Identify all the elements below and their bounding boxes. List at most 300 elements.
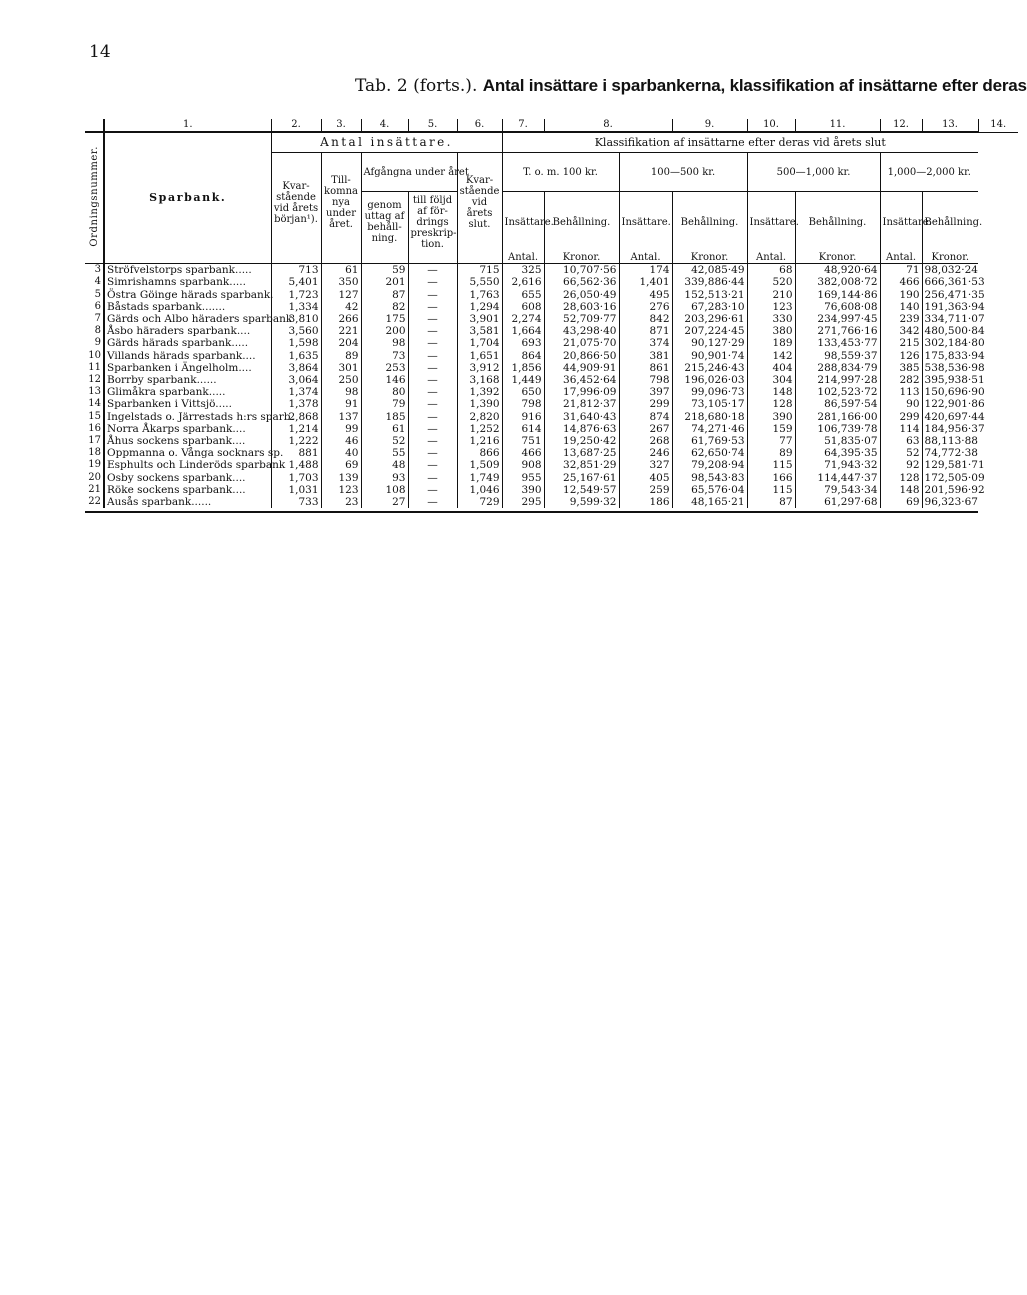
tillkomna: 221 bbox=[321, 325, 361, 337]
row-number: 10 bbox=[85, 350, 104, 362]
kronor-unit: Kronor. bbox=[544, 252, 619, 264]
class-2-behallning: 62,650·74 bbox=[672, 447, 747, 459]
afgangna-preskription: — bbox=[408, 398, 457, 410]
class-1-behallning: 21,075·70 bbox=[544, 337, 619, 349]
class-2-header: 100—500 kr. bbox=[619, 153, 747, 192]
kvarstaende-borjan: 713 bbox=[271, 264, 321, 277]
tillkomna: 137 bbox=[321, 411, 361, 423]
class-2-insattare: 381 bbox=[619, 350, 672, 362]
row-number: 3 bbox=[85, 264, 104, 277]
class-1-behallning: 28,603·16 bbox=[544, 301, 619, 313]
class-1-behallning: 36,452·64 bbox=[544, 374, 619, 386]
class-1-insattare: 655 bbox=[502, 289, 544, 301]
class-2-insattare: 174 bbox=[619, 264, 672, 277]
kvarstaende-borjan: 1,214 bbox=[271, 423, 321, 435]
class-4-insattare: 52 bbox=[880, 447, 922, 459]
class-3-insattare: 520 bbox=[747, 276, 795, 288]
sparbank-name: Glimåkra sparbank..... bbox=[104, 386, 271, 398]
tillkomna: 139 bbox=[321, 472, 361, 484]
class-3-behallning: 382,008·72 bbox=[795, 276, 880, 288]
sparbank-name: Esphults och Linderöds sparbank bbox=[104, 459, 271, 471]
afgangna-uttag: 80 bbox=[361, 386, 408, 398]
class-1-insattare: 295 bbox=[502, 496, 544, 508]
class-1-behallning: 9,599·32 bbox=[544, 496, 619, 508]
afgangna-preskription: — bbox=[408, 496, 457, 508]
kvarstaende-borjan: 1,635 bbox=[271, 350, 321, 362]
row-number: 19 bbox=[85, 459, 104, 471]
tillkomna: 23 bbox=[321, 496, 361, 508]
sparbank-name: Ausås sparbank...... bbox=[104, 496, 271, 508]
class-3-insattare: 166 bbox=[747, 472, 795, 484]
class-2-insattare: 405 bbox=[619, 472, 672, 484]
tillkomna: 61 bbox=[321, 264, 361, 277]
kvarstaende-slut: 5,550 bbox=[457, 276, 502, 288]
class-2-behallning: 207,224·45 bbox=[672, 325, 747, 337]
class-4-insattare: 342 bbox=[880, 325, 922, 337]
class-4-behallning: 302,184·80 bbox=[924, 337, 985, 350]
tillkomna: 46 bbox=[321, 435, 361, 447]
class-2-insattare: 874 bbox=[619, 411, 672, 423]
class-2-behallning: 203,296·61 bbox=[672, 313, 747, 325]
class-4-insattare: 190 bbox=[880, 289, 922, 301]
kvarstaende-borjan: 1,378 bbox=[271, 398, 321, 410]
column-number: 3. bbox=[321, 119, 361, 132]
kvarstaende-borjan: 1,703 bbox=[271, 472, 321, 484]
class-2-insattare: 327 bbox=[619, 459, 672, 471]
kvarstaende-slut: 729 bbox=[457, 496, 502, 508]
kronor-unit: Kronor. bbox=[922, 252, 978, 264]
class-2-behallning: 196,026·03 bbox=[672, 374, 747, 386]
sparbank-name: Åsbo häraders sparbank.... bbox=[104, 325, 271, 337]
sparbank-name: Röke sockens sparbank.... bbox=[104, 484, 271, 496]
table-row bbox=[85, 411, 1018, 423]
kronor-unit: Kronor. bbox=[795, 252, 880, 264]
class-4-behallning: 122,901·86 bbox=[924, 398, 985, 411]
class-3-behallning: 98,559·37 bbox=[795, 350, 880, 362]
till-folid-header: till följd af för- drings preskrip- tion. bbox=[408, 192, 457, 253]
kvarstaende-borjan: 3,064 bbox=[271, 374, 321, 386]
class-3-behallning: 86,597·54 bbox=[795, 398, 880, 410]
class-1-behallning: 43,298·40 bbox=[544, 325, 619, 337]
sparbank-name: Ingelstads o. Järrestads h:rs sparb. bbox=[104, 411, 271, 423]
row-number: 7 bbox=[85, 313, 104, 325]
afgangna-uttag: 93 bbox=[361, 472, 408, 484]
column-number: 8. bbox=[544, 119, 672, 132]
table-row bbox=[85, 447, 1018, 459]
class-3-behallning: 281,166·00 bbox=[795, 411, 880, 423]
class-1-insattare: 608 bbox=[502, 301, 544, 313]
kvarstaende-slut: 1,216 bbox=[457, 435, 502, 447]
class-3-insattare: 210 bbox=[747, 289, 795, 301]
afgangna-preskription: — bbox=[408, 472, 457, 484]
class-4-insattare: 63 bbox=[880, 435, 922, 447]
kronor-unit: Kronor. bbox=[672, 252, 747, 264]
sparbank-name: Simrishamns sparbank..... bbox=[104, 276, 271, 288]
class-2-insattare: 246 bbox=[619, 447, 672, 459]
sparbank-name: Osby sockens sparbank.... bbox=[104, 472, 271, 484]
class-4-insattare: 215 bbox=[880, 337, 922, 349]
class-2-behallning: 98,543·83 bbox=[672, 472, 747, 484]
class-1-behallning: 13,687·25 bbox=[544, 447, 619, 459]
class-3-behallning: 133,453·77 bbox=[795, 337, 880, 349]
class-2-behallning: 99,096·73 bbox=[672, 386, 747, 398]
row-number: 21 bbox=[85, 484, 104, 496]
class-3-insattare: 189 bbox=[747, 337, 795, 349]
class-4-insattare: 71 bbox=[880, 264, 922, 277]
antal-unit: Antal. bbox=[502, 252, 544, 264]
tillkomna: 301 bbox=[321, 362, 361, 374]
row-number: 8 bbox=[85, 325, 104, 337]
afgangna-preskription: — bbox=[408, 459, 457, 471]
tillkomna: 350 bbox=[321, 276, 361, 288]
behallning-header: Behållning. bbox=[544, 192, 619, 253]
kvarstaende-slut: 1,763 bbox=[457, 289, 502, 301]
class-1-insattare: 1,449 bbox=[502, 374, 544, 386]
class-4-insattare: 69 bbox=[880, 496, 922, 508]
tillkomna: 266 bbox=[321, 313, 361, 325]
tillkomna: 127 bbox=[321, 289, 361, 301]
kvarstaende-borjan: 5,401 bbox=[271, 276, 321, 288]
afgangna-uttag: 79 bbox=[361, 398, 408, 410]
class-1-insattare: 466 bbox=[502, 447, 544, 459]
table-row bbox=[85, 459, 1018, 471]
class-3-insattare: 304 bbox=[747, 374, 795, 386]
class-2-insattare: 861 bbox=[619, 362, 672, 374]
class-1-behallning: 21,812·37 bbox=[544, 398, 619, 410]
insattare-header: Insättare. bbox=[502, 192, 544, 253]
afgangna-preskription: — bbox=[408, 447, 457, 459]
sparbank-name: Båstads sparbank....... bbox=[104, 301, 271, 313]
table-row bbox=[85, 423, 1018, 435]
class-4-behallning: 191,363·94 bbox=[924, 300, 985, 313]
class-1-insattare: 693 bbox=[502, 337, 544, 349]
class-3-insattare: 404 bbox=[747, 362, 795, 374]
tillkomna: 250 bbox=[321, 374, 361, 386]
class-1-header: T. o. m. 100 kr. bbox=[502, 153, 619, 192]
class-3-behallning: 271,766·16 bbox=[795, 325, 880, 337]
class-4-header: 1,000—2,000 kr. bbox=[880, 153, 978, 192]
table-row bbox=[85, 362, 1018, 374]
sparbank-name: Gärds härads sparbank..... bbox=[104, 337, 271, 349]
class-3-behallning: 214,997·28 bbox=[795, 374, 880, 386]
class-1-insattare: 2,616 bbox=[502, 276, 544, 288]
behallning-header: Behållning. bbox=[924, 216, 983, 228]
afgangna-header: Afgångna under året bbox=[361, 153, 457, 192]
class-2-insattare: 267 bbox=[619, 423, 672, 435]
insattare-header: Insättare. bbox=[619, 192, 672, 253]
class-1-behallning: 32,851·29 bbox=[544, 459, 619, 471]
class-2-behallning: 90,127·29 bbox=[672, 337, 747, 349]
table-row bbox=[85, 276, 1018, 288]
tillkomna: 69 bbox=[321, 459, 361, 471]
class-4-behallning: 150,696·90 bbox=[924, 386, 985, 399]
behallning-header: Behållning. bbox=[672, 192, 747, 253]
afgangna-preskription: — bbox=[408, 362, 457, 374]
class-1-insattare: 798 bbox=[502, 398, 544, 410]
sparbank-name: Sparbanken i Ängelholm.... bbox=[104, 362, 271, 374]
class-1-behallning: 10,707·56 bbox=[544, 264, 619, 277]
column-number-row bbox=[85, 119, 1018, 132]
afgangna-preskription: — bbox=[408, 325, 457, 337]
antal-insattare-header: Antal insättare. bbox=[271, 133, 502, 153]
class-3-insattare: 142 bbox=[747, 350, 795, 362]
class-1-insattare: 916 bbox=[502, 411, 544, 423]
kvarstaende-borjan: 1,598 bbox=[271, 337, 321, 349]
tillkomna: 42 bbox=[321, 301, 361, 313]
kvarstaende-slut: 3,581 bbox=[457, 325, 502, 337]
sparbank-header: Sparbank. bbox=[149, 191, 227, 205]
table-row bbox=[85, 374, 1018, 386]
class-4-insattare: 385 bbox=[880, 362, 922, 374]
afgangna-uttag: 146 bbox=[361, 374, 408, 386]
class-3-insattare: 89 bbox=[747, 447, 795, 459]
table-row bbox=[85, 337, 1018, 349]
class-2-insattare: 871 bbox=[619, 325, 672, 337]
afgangna-uttag: 201 bbox=[361, 276, 408, 288]
tillkomna: 91 bbox=[321, 398, 361, 410]
antal-unit: Antal. bbox=[747, 252, 795, 264]
kvarstaende-borjan: 881 bbox=[271, 447, 321, 459]
ordningsnummer-header: Ordningsnummer. bbox=[88, 146, 100, 248]
column-number: 5. bbox=[408, 119, 457, 132]
class-1-insattare: 325 bbox=[502, 264, 544, 277]
class-3-insattare: 77 bbox=[747, 435, 795, 447]
class-2-behallning: 79,208·94 bbox=[672, 459, 747, 471]
class-4-behallning: 96,323·67 bbox=[924, 496, 978, 509]
kvarstaende-borjan: 1,334 bbox=[271, 301, 321, 313]
afgangna-uttag: 185 bbox=[361, 411, 408, 423]
kvarstaende-borjan: 3,560 bbox=[271, 325, 321, 337]
class-4-behallning: 201,596·92 bbox=[924, 483, 985, 496]
class-3-insattare: 115 bbox=[747, 484, 795, 496]
afgangna-uttag: 73 bbox=[361, 350, 408, 362]
class-2-behallning: 339,886·44 bbox=[672, 276, 747, 288]
kvarstaende-borjan: 1,222 bbox=[271, 435, 321, 447]
klassifikation-header: Klassifikation af insättarne efter deras vid årets slut bbox=[502, 133, 978, 153]
kvarstaende-borjan: 3,810 bbox=[271, 313, 321, 325]
antal-unit: Antal. bbox=[880, 252, 922, 264]
class-3-behallning: 79,543·34 bbox=[795, 484, 880, 496]
afgangna-uttag: 87 bbox=[361, 289, 408, 301]
class-4-insattare: 140 bbox=[880, 301, 922, 313]
class-1-behallning: 31,640·43 bbox=[544, 411, 619, 423]
table-row bbox=[85, 301, 1018, 313]
class-1-behallning: 25,167·61 bbox=[544, 472, 619, 484]
row-number: 20 bbox=[85, 472, 104, 484]
class-1-behallning: 44,909·91 bbox=[544, 362, 619, 374]
row-number: 9 bbox=[85, 337, 104, 349]
class-2-insattare: 495 bbox=[619, 289, 672, 301]
class-4-behallning: 184,956·37 bbox=[924, 422, 985, 435]
class-2-behallning: 218,680·18 bbox=[672, 411, 747, 423]
row-number: 17 bbox=[85, 435, 104, 447]
afgangna-uttag: 61 bbox=[361, 423, 408, 435]
class-4-insattare: 128 bbox=[880, 472, 922, 484]
column-number: 2. bbox=[271, 119, 321, 132]
class-3-insattare: 330 bbox=[747, 313, 795, 325]
column-number: 14. bbox=[978, 119, 1018, 132]
row-number: 4 bbox=[85, 276, 104, 288]
class-2-insattare: 397 bbox=[619, 386, 672, 398]
class-4-insattare: 148 bbox=[880, 484, 922, 496]
sparbank-name: Norra Åkarps sparbank.... bbox=[104, 423, 271, 435]
afgangna-preskription: — bbox=[408, 301, 457, 313]
row-number: 13 bbox=[85, 386, 104, 398]
class-4-behallning: 74,772·38 bbox=[924, 447, 978, 460]
afgangna-preskription: — bbox=[408, 289, 457, 301]
kvarstaende-slut: 715 bbox=[457, 264, 502, 277]
kvarstaende-borjan-header: Kvar- stående vid årets början¹). bbox=[271, 153, 321, 253]
tillkomna: 98 bbox=[321, 386, 361, 398]
class-1-behallning: 19,250·42 bbox=[544, 435, 619, 447]
row-number: 22 bbox=[85, 496, 104, 508]
column-number: 1. bbox=[104, 119, 271, 132]
class-4-insattare: 282 bbox=[880, 374, 922, 386]
class-1-insattare: 751 bbox=[502, 435, 544, 447]
class-1-insattare: 390 bbox=[502, 484, 544, 496]
afgangna-preskription: — bbox=[408, 337, 457, 349]
sparbank-name: Åhus sockens sparbank.... bbox=[104, 435, 271, 447]
class-3-header: 500—1,000 kr. bbox=[747, 153, 880, 192]
class-1-behallning: 14,876·63 bbox=[544, 423, 619, 435]
class-3-behallning: 288,834·79 bbox=[795, 362, 880, 374]
afgangna-preskription: — bbox=[408, 276, 457, 288]
class-3-behallning: 114,447·37 bbox=[795, 472, 880, 484]
kvarstaende-slut: 866 bbox=[457, 447, 502, 459]
class-2-behallning: 61,769·53 bbox=[672, 435, 747, 447]
class-3-insattare: 148 bbox=[747, 386, 795, 398]
antal-unit: Antal. bbox=[619, 252, 672, 264]
afgangna-uttag: 108 bbox=[361, 484, 408, 496]
class-2-insattare: 842 bbox=[619, 313, 672, 325]
class-4-behallning: 395,938·51 bbox=[924, 374, 985, 387]
class-1-behallning: 26,050·49 bbox=[544, 289, 619, 301]
table-row bbox=[85, 472, 1018, 484]
class-3-behallning: 48,920·64 bbox=[795, 264, 880, 277]
kvarstaende-slut-header: Kvar- stående vid årets slut. bbox=[457, 153, 502, 253]
kvarstaende-slut: 3,168 bbox=[457, 374, 502, 386]
row-number: 16 bbox=[85, 423, 104, 435]
table-row bbox=[85, 484, 1018, 496]
class-1-insattare: 650 bbox=[502, 386, 544, 398]
sparbank-name: Villands härads sparbank.... bbox=[104, 350, 271, 362]
afgangna-preskription: — bbox=[408, 313, 457, 325]
kvarstaende-borjan: 733 bbox=[271, 496, 321, 508]
kvarstaende-slut: 1,294 bbox=[457, 301, 502, 313]
class-4-insattare: 114 bbox=[880, 423, 922, 435]
afgangna-uttag: 98 bbox=[361, 337, 408, 349]
class-2-insattare: 268 bbox=[619, 435, 672, 447]
sparbank-name: Gärds och Albo häraders sparbank bbox=[104, 313, 271, 325]
class-2-insattare: 798 bbox=[619, 374, 672, 386]
column-number: 4. bbox=[361, 119, 408, 132]
class-4-insattare: 466 bbox=[880, 276, 922, 288]
class-4-behallning: 256,471·35 bbox=[924, 288, 985, 301]
kvarstaende-slut: 1,392 bbox=[457, 386, 502, 398]
sparbank-name: Borrby sparbank...... bbox=[104, 374, 271, 386]
table-title: Antal insättare i sparbankerna, klassifikation af insättarne efter deras bbox=[482, 76, 1027, 95]
class-2-insattare: 374 bbox=[619, 337, 672, 349]
class-3-behallning: 71,943·32 bbox=[795, 459, 880, 471]
class-2-behallning: 67,283·10 bbox=[672, 301, 747, 313]
column-number: 10. bbox=[747, 119, 795, 132]
class-3-insattare: 123 bbox=[747, 301, 795, 313]
class-1-insattare: 864 bbox=[502, 350, 544, 362]
class-3-behallning: 64,395·35 bbox=[795, 447, 880, 459]
class-2-behallning: 48,165·21 bbox=[672, 496, 747, 508]
table-row bbox=[85, 325, 1018, 337]
afgangna-preskription: — bbox=[408, 411, 457, 423]
class-1-behallning: 52,709·77 bbox=[544, 313, 619, 325]
class-2-behallning: 42,085·49 bbox=[672, 264, 747, 277]
class-1-insattare: 1,664 bbox=[502, 325, 544, 337]
sparbank-name: Ströfvelstorps sparbank..... bbox=[104, 264, 271, 277]
behallning-header: Behållning. bbox=[795, 192, 880, 253]
kvarstaende-borjan: 3,864 bbox=[271, 362, 321, 374]
sparbank-name: Oppmanna o. Vånga socknars sp. bbox=[104, 447, 271, 459]
class-2-behallning: 215,246·43 bbox=[672, 362, 747, 374]
class-1-behallning: 20,866·50 bbox=[544, 350, 619, 362]
page-title bbox=[355, 76, 1027, 96]
table-row bbox=[85, 350, 1018, 362]
kvarstaende-slut: 1,046 bbox=[457, 484, 502, 496]
class-3-behallning: 169,144·86 bbox=[795, 289, 880, 301]
class-2-behallning: 73,105·17 bbox=[672, 398, 747, 410]
class-4-insattare: 113 bbox=[880, 386, 922, 398]
class-1-behallning: 12,549·57 bbox=[544, 484, 619, 496]
row-number: 12 bbox=[85, 374, 104, 386]
class-1-behallning: 66,562·36 bbox=[544, 276, 619, 288]
kvarstaende-slut: 1,252 bbox=[457, 423, 502, 435]
afgangna-uttag: 48 bbox=[361, 459, 408, 471]
afgangna-uttag: 27 bbox=[361, 496, 408, 508]
table-row bbox=[85, 398, 1018, 410]
row-number: 15 bbox=[85, 411, 104, 423]
kvarstaende-borjan: 1,723 bbox=[271, 289, 321, 301]
class-1-insattare: 955 bbox=[502, 472, 544, 484]
class-4-insattare: 92 bbox=[880, 459, 922, 471]
class-3-behallning: 51,835·07 bbox=[795, 435, 880, 447]
class-1-insattare: 614 bbox=[502, 423, 544, 435]
insattare-header: Insättare. bbox=[880, 192, 922, 253]
afgangna-uttag: 175 bbox=[361, 313, 408, 325]
kvarstaende-slut: 1,749 bbox=[457, 472, 502, 484]
class-3-insattare: 390 bbox=[747, 411, 795, 423]
tillkomna-header: Till- komna nya under året. bbox=[321, 153, 361, 253]
kvarstaende-borjan: 2,868 bbox=[271, 411, 321, 423]
afgangna-preskription: — bbox=[408, 435, 457, 447]
class-4-behallning: 175,833·94 bbox=[924, 349, 985, 362]
afgangna-uttag: 253 bbox=[361, 362, 408, 374]
class-2-insattare: 299 bbox=[619, 398, 672, 410]
column-number: 9. bbox=[672, 119, 747, 132]
tillkomna: 123 bbox=[321, 484, 361, 496]
statistics-table bbox=[85, 119, 1018, 513]
column-number: 13. bbox=[922, 119, 978, 132]
afgangna-uttag: 59 bbox=[361, 264, 408, 277]
insattare-header: Insättare. bbox=[747, 192, 795, 253]
class-1-insattare: 2,274 bbox=[502, 313, 544, 325]
table-row bbox=[85, 435, 1018, 447]
class-2-insattare: 1,401 bbox=[619, 276, 672, 288]
table-body bbox=[85, 264, 1018, 513]
table-row bbox=[85, 496, 1018, 508]
class-4-behallning: 129,581·71 bbox=[924, 459, 985, 472]
tillkomna: 89 bbox=[321, 350, 361, 362]
sparbank-name: Östra Göinge härads sparbank. bbox=[104, 289, 271, 301]
class-4-behallning: 480,500·84 bbox=[924, 325, 985, 338]
afgangna-uttag: 55 bbox=[361, 447, 408, 459]
